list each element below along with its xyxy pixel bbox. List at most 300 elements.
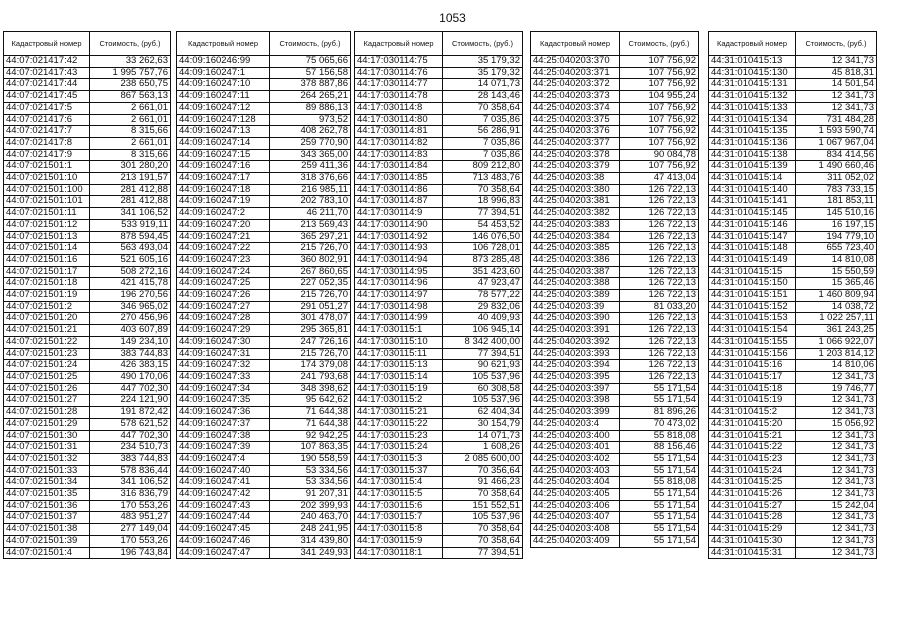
table-row — [177, 524, 351, 536]
table-row — [355, 231, 523, 243]
table-row — [531, 301, 699, 313]
cost-cell: 202 783,10 — [270, 196, 351, 208]
cost-cell: 403 607,89 — [90, 325, 171, 337]
cadastral-number-cell: 44:17:030114:94 — [355, 254, 443, 266]
cadastral-number-cell: 44:31:010415:154 — [709, 325, 796, 337]
table-row — [177, 91, 351, 103]
cadastral-number-cell: 44:07:021501:11 — [4, 208, 90, 220]
table-row — [709, 79, 877, 91]
table-row — [531, 102, 699, 114]
table-row — [355, 489, 523, 501]
cost-cell: 107 756,92 — [620, 79, 699, 91]
cadastral-number-cell: 44:31:010415:138 — [709, 149, 796, 161]
table-row — [4, 500, 171, 512]
cost-cell: 55 171,54 — [620, 512, 699, 524]
cadastral-number-cell: 44:25:040203:405 — [531, 489, 620, 501]
table-row — [709, 418, 877, 430]
cadastral-number-cell: 44:09:160247:30 — [177, 336, 270, 348]
table-row — [355, 219, 523, 231]
cost-cell: 170 553,26 — [90, 535, 171, 547]
table-row — [355, 278, 523, 290]
table-row — [355, 371, 523, 383]
cadastral-number-cell: 44:17:030114:84 — [355, 161, 443, 173]
cost-cell: 12 341,73 — [796, 524, 877, 536]
table-row — [531, 114, 699, 126]
cadastral-number-cell: 44:25:040203:382 — [531, 208, 620, 220]
cadastral-number-cell: 44:17:030115:37 — [355, 465, 443, 477]
cadastral-number-cell: 44:17:030115:7 — [355, 512, 443, 524]
table-row — [4, 395, 171, 407]
table-row — [709, 91, 877, 103]
cadastral-number-cell: 44:17:030114:8 — [355, 102, 443, 114]
table-row — [531, 173, 699, 185]
cost-cell: 234 510,73 — [90, 442, 171, 454]
cadastral-number-cell: 44:07:021501:24 — [4, 360, 90, 372]
cost-cell: 70 358,64 — [443, 524, 523, 536]
cost-cell: 341 249,93 — [270, 547, 351, 559]
cost-cell: 16 197,15 — [796, 219, 877, 231]
cost-cell: 346 965,02 — [90, 301, 171, 313]
table-row — [177, 266, 351, 278]
cost-cell: 196 270,56 — [90, 290, 171, 302]
table-row — [531, 430, 699, 442]
table-row — [177, 196, 351, 208]
cadastral-number-cell: 44:25:040203:398 — [531, 395, 620, 407]
cost-cell: 291 051,27 — [270, 301, 351, 313]
table-row — [177, 313, 351, 325]
cost-cell: 14 501,54 — [796, 79, 877, 91]
table-row — [709, 266, 877, 278]
cost-cell: 55 818,08 — [620, 477, 699, 489]
cadastral-number-cell: 44:17:030114:83 — [355, 149, 443, 161]
cost-cell: 783 733,15 — [796, 184, 877, 196]
table-row — [355, 208, 523, 220]
table-row — [355, 102, 523, 114]
cost-cell: 191 872,42 — [90, 407, 171, 419]
table-row — [709, 161, 877, 173]
cadastral-number-cell: 44:25:040203:381 — [531, 196, 620, 208]
cadastral-number-cell: 44:31:010415:150 — [709, 278, 796, 290]
table-row — [531, 79, 699, 91]
cadastral-number-cell: 44:09:160247:26 — [177, 290, 270, 302]
cadastral-number-cell: 44:09:160247:2 — [177, 208, 270, 220]
cost-cell: 1 608,26 — [443, 442, 523, 454]
cost-cell: 12 341,73 — [796, 535, 877, 547]
cadastral-number-cell: 44:09:160247:16 — [177, 161, 270, 173]
cadastral-number-cell: 44:09:160247:18 — [177, 184, 270, 196]
cadastral-number-cell: 44:17:030115:24 — [355, 442, 443, 454]
cost-cell: 316 836,79 — [90, 489, 171, 501]
table-row — [709, 243, 877, 255]
table-row — [709, 102, 877, 114]
cost-cell: 12 341,73 — [796, 395, 877, 407]
table-row — [4, 290, 171, 302]
cadastre-table-4 — [530, 31, 699, 548]
cadastral-number-cell: 44:07:021501:36 — [4, 500, 90, 512]
cadastral-number-cell: 44:17:030115:22 — [355, 418, 443, 430]
cost-cell: 40 409,93 — [443, 313, 523, 325]
table-row — [531, 91, 699, 103]
cadastral-number-cell: 44:07:021501:4 — [4, 547, 90, 559]
cost-cell: 341 106,52 — [90, 477, 171, 489]
table-row — [709, 524, 877, 536]
cost-cell: 71 644,38 — [270, 407, 351, 419]
cost-cell: 70 473,02 — [620, 418, 699, 430]
cost-cell: 55 171,54 — [620, 500, 699, 512]
cadastral-number-cell: 44:17:030114:75 — [355, 56, 443, 68]
cadastral-number-cell: 44:07:021501:21 — [4, 325, 90, 337]
table-row — [355, 79, 523, 91]
table-row — [177, 418, 351, 430]
cost-cell: 45 818,31 — [796, 67, 877, 79]
cost-cell: 107 756,92 — [620, 102, 699, 114]
cadastral-number-cell: 44:17:030114:86 — [355, 184, 443, 196]
cost-cell: 55 171,54 — [620, 535, 699, 547]
cost-cell: 447 702,30 — [90, 383, 171, 395]
cost-cell: 71 644,38 — [270, 418, 351, 430]
cost-cell: 90 084,78 — [620, 149, 699, 161]
cost-cell: 54 453,52 — [443, 219, 523, 231]
cost-cell: 106 728,01 — [443, 243, 523, 255]
cadastral-number-cell: 44:07:021501:35 — [4, 489, 90, 501]
cost-cell: 47 923,47 — [443, 278, 523, 290]
cost-cell: 1 067 967,04 — [796, 137, 877, 149]
cadastral-number-cell: 44:07:021417:44 — [4, 79, 90, 91]
cadastral-number-cell: 44:09:160247:35 — [177, 395, 270, 407]
table-row — [177, 477, 351, 489]
table-row — [4, 489, 171, 501]
cadastral-number-cell: 44:25:040203:409 — [531, 535, 620, 547]
table-row — [531, 371, 699, 383]
cost-cell: 713 483,76 — [443, 173, 523, 185]
cadastral-number-cell: 44:07:021417:45 — [4, 91, 90, 103]
cost-cell: 215 726,70 — [270, 290, 351, 302]
cadastral-number-cell: 44:31:010415:156 — [709, 348, 796, 360]
cost-cell: 867 563,13 — [90, 91, 171, 103]
cost-cell: 126 722,13 — [620, 336, 699, 348]
cadastral-number-cell: 44:31:010415:2 — [709, 407, 796, 419]
cadastral-number-cell: 44:17:030114:78 — [355, 91, 443, 103]
table-row — [355, 547, 523, 559]
table-row — [177, 173, 351, 185]
cadastral-number-cell: 44:17:030114:99 — [355, 313, 443, 325]
cost-cell: 55 171,54 — [620, 465, 699, 477]
cadastral-number-cell: 44:31:010415:139 — [709, 161, 796, 173]
cost-cell: 8 315,66 — [90, 126, 171, 138]
cadastral-number-cell: 44:07:021501:30 — [4, 430, 90, 442]
cost-cell: 55 171,54 — [620, 524, 699, 536]
cost-cell: 1 593 590,74 — [796, 126, 877, 138]
cost-cell: 55 171,54 — [620, 453, 699, 465]
table-row — [355, 535, 523, 547]
cost-cell: 578 621,52 — [90, 418, 171, 430]
table-row — [177, 79, 351, 91]
cadastral-number-cell: 44:31:010415:152 — [709, 301, 796, 313]
cadastral-number-cell: 44:25:040203:395 — [531, 371, 620, 383]
cost-cell: 341 106,52 — [90, 208, 171, 220]
cost-cell: 56 286,91 — [443, 126, 523, 138]
header-cadastral-number: Кадастровый номер — [177, 32, 270, 56]
table-row — [531, 231, 699, 243]
cadastral-number-cell: 44:07:021501:29 — [4, 418, 90, 430]
table-row — [709, 383, 877, 395]
cost-cell: 241 793,68 — [270, 371, 351, 383]
table-row — [355, 348, 523, 360]
cost-cell: 8 342 400,00 — [443, 336, 523, 348]
cadastral-number-cell: 44:31:010415:141 — [709, 196, 796, 208]
cadastral-number-cell: 44:25:040203:404 — [531, 477, 620, 489]
table-row — [177, 102, 351, 114]
table-row — [4, 56, 171, 68]
cost-cell: 90 621,93 — [443, 360, 523, 372]
cadastral-number-cell: 44:09:160247:17 — [177, 173, 270, 185]
cost-cell: 107 756,92 — [620, 114, 699, 126]
cadastral-number-cell: 44:31:010415:145 — [709, 208, 796, 220]
cadastral-number-cell: 44:25:040203:372 — [531, 79, 620, 91]
table-row — [709, 430, 877, 442]
cost-cell: 57 156,58 — [270, 67, 351, 79]
table-row — [709, 489, 877, 501]
cadastral-number-cell: 44:09:160247:23 — [177, 254, 270, 266]
cost-cell: 1 490 660,46 — [796, 161, 877, 173]
cadastral-number-cell: 44:07:021417:43 — [4, 67, 90, 79]
cadastral-number-cell: 44:17:030115:5 — [355, 489, 443, 501]
table-row — [355, 290, 523, 302]
cost-cell: 383 744,83 — [90, 453, 171, 465]
cost-cell: 873 285,48 — [443, 254, 523, 266]
cadastral-number-cell: 44:07:021501:37 — [4, 512, 90, 524]
table-row — [709, 313, 877, 325]
cadastral-number-cell: 44:09:160247:14 — [177, 137, 270, 149]
cost-cell: 91 466,23 — [443, 477, 523, 489]
table-row — [4, 91, 171, 103]
cadastral-number-cell: 44:25:040203:397 — [531, 383, 620, 395]
table-row — [709, 336, 877, 348]
cadastral-number-cell: 44:25:040203:388 — [531, 278, 620, 290]
table-row — [355, 395, 523, 407]
cadastral-number-cell: 44:17:030114:80 — [355, 114, 443, 126]
table-row — [4, 254, 171, 266]
cost-cell: 107 756,92 — [620, 67, 699, 79]
cost-cell: 2 085 600,00 — [443, 453, 523, 465]
cost-cell: 202 399,93 — [270, 500, 351, 512]
cost-cell: 19 746,77 — [796, 383, 877, 395]
cadastral-number-cell: 44:07:021417:7 — [4, 126, 90, 138]
cadastre-table-5 — [708, 31, 877, 559]
cost-cell: 181 853,11 — [796, 196, 877, 208]
cadastral-number-cell: 44:25:040203:391 — [531, 325, 620, 337]
cadastral-number-cell: 44:25:040203:402 — [531, 453, 620, 465]
cadastral-number-cell: 44:17:030115:4 — [355, 477, 443, 489]
cadastral-number-cell: 44:07:021501:14 — [4, 243, 90, 255]
cadastral-number-cell: 44:31:010415:147 — [709, 231, 796, 243]
table-row — [355, 67, 523, 79]
header-cost: Стоимость, (руб.) — [796, 32, 877, 56]
cadastral-number-cell: 44:31:010415:16 — [709, 360, 796, 372]
cadastral-number-cell: 44:17:030114:95 — [355, 266, 443, 278]
cadastral-number-cell: 44:17:030114:76 — [355, 67, 443, 79]
cost-cell: 421 415,78 — [90, 278, 171, 290]
cadastral-number-cell: 44:07:021501:101 — [4, 196, 90, 208]
table-row — [709, 67, 877, 79]
cadastral-number-cell: 44:09:160247:20 — [177, 219, 270, 231]
cost-cell: 81 033,20 — [620, 301, 699, 313]
table-row — [177, 512, 351, 524]
table-row — [177, 208, 351, 220]
cost-cell: 281 412,88 — [90, 184, 171, 196]
table-header-row — [177, 32, 351, 56]
cost-cell: 35 179,32 — [443, 56, 523, 68]
cost-cell: 348 398,62 — [270, 383, 351, 395]
cadastral-number-cell: 44:17:030115:8 — [355, 524, 443, 536]
cost-cell: 378 887,86 — [270, 79, 351, 91]
cadastral-number-cell: 44:17:030114:85 — [355, 173, 443, 185]
cost-cell: 351 423,60 — [443, 266, 523, 278]
table-row — [709, 184, 877, 196]
table-row — [709, 547, 877, 559]
cost-cell: 15 056,92 — [796, 418, 877, 430]
cadastral-number-cell: 44:09:160247:37 — [177, 418, 270, 430]
cadastral-number-cell: 44:25:040203:373 — [531, 91, 620, 103]
cadastral-number-cell: 44:07:021501:13 — [4, 231, 90, 243]
cost-cell: 8 315,66 — [90, 149, 171, 161]
cadastral-number-cell: 44:31:010415:20 — [709, 418, 796, 430]
table-row — [355, 266, 523, 278]
table-row — [709, 254, 877, 266]
table-row — [177, 453, 351, 465]
cadastral-number-cell: 44:07:021501:33 — [4, 465, 90, 477]
cost-cell: 215 726,70 — [270, 348, 351, 360]
cost-cell: 259 770,90 — [270, 137, 351, 149]
table-row — [4, 547, 171, 559]
cost-cell: 655 723,40 — [796, 243, 877, 255]
cost-cell: 28 143,46 — [443, 91, 523, 103]
page-number: 1053 — [439, 11, 466, 25]
cost-cell: 70 358,64 — [443, 535, 523, 547]
cost-cell: 215 726,70 — [270, 243, 351, 255]
cadastral-number-cell: 44:09:160247:43 — [177, 500, 270, 512]
cadastral-number-cell: 44:07:021501:20 — [4, 313, 90, 325]
cost-cell: 78 577,22 — [443, 290, 523, 302]
table-row — [4, 442, 171, 454]
table-row — [4, 360, 171, 372]
table-row — [531, 254, 699, 266]
cost-cell: 483 951,27 — [90, 512, 171, 524]
cadastral-number-cell: 44:31:010415:30 — [709, 535, 796, 547]
cadastral-number-cell: 44:17:030115:9 — [355, 535, 443, 547]
cadastre-table-1 — [3, 31, 171, 559]
cadastral-number-cell: 44:25:040203:393 — [531, 348, 620, 360]
table-row — [4, 301, 171, 313]
cadastral-number-cell: 44:17:030114:93 — [355, 243, 443, 255]
cost-cell: 12 341,73 — [796, 453, 877, 465]
cadastral-number-cell: 44:31:010415:26 — [709, 489, 796, 501]
cadastral-number-cell: 44:17:030115:6 — [355, 500, 443, 512]
cost-cell: 91 207,31 — [270, 489, 351, 501]
cost-cell: 563 493,04 — [90, 243, 171, 255]
cost-cell: 12 341,73 — [796, 489, 877, 501]
table-row — [531, 219, 699, 231]
table-row — [4, 161, 171, 173]
cadastral-number-cell: 44:31:010415:131 — [709, 79, 796, 91]
table-row — [177, 243, 351, 255]
table-row — [531, 489, 699, 501]
cadastral-number-cell: 44:25:040203:370 — [531, 56, 620, 68]
table-row — [355, 173, 523, 185]
table-row — [4, 325, 171, 337]
cost-cell: 33 262,63 — [90, 56, 171, 68]
cost-cell: 301 478,07 — [270, 313, 351, 325]
cadastral-number-cell: 44:25:040203:386 — [531, 254, 620, 266]
cost-cell: 281 412,88 — [90, 196, 171, 208]
cost-cell: 145 510,16 — [796, 208, 877, 220]
table-row — [355, 453, 523, 465]
cadastral-number-cell: 44:17:030114:98 — [355, 301, 443, 313]
table-row — [177, 137, 351, 149]
cost-cell: 809 212,80 — [443, 161, 523, 173]
cost-cell: 70 358,64 — [443, 102, 523, 114]
table-row — [177, 254, 351, 266]
cost-cell: 174 379,08 — [270, 360, 351, 372]
table-row — [177, 161, 351, 173]
cost-cell: 216 985,11 — [270, 184, 351, 196]
cadastral-number-cell: 44:17:030115:3 — [355, 453, 443, 465]
cost-cell: 343 365,00 — [270, 149, 351, 161]
cadastral-number-cell: 44:17:030114:97 — [355, 290, 443, 302]
table-row — [531, 418, 699, 430]
table-row — [177, 149, 351, 161]
cadastral-number-cell: 44:31:010415:133 — [709, 102, 796, 114]
table-row — [177, 126, 351, 138]
cadastral-number-cell: 44:25:040203:377 — [531, 137, 620, 149]
cadastral-number-cell: 44:07:021501:28 — [4, 407, 90, 419]
cost-cell: 88 156,46 — [620, 442, 699, 454]
cadastral-number-cell: 44:09:160247:10 — [177, 79, 270, 91]
cost-cell: 14 810,08 — [796, 254, 877, 266]
cost-cell: 107 756,92 — [620, 137, 699, 149]
table-row — [531, 208, 699, 220]
cost-cell: 1 203 814,12 — [796, 348, 877, 360]
cost-cell: 12 341,73 — [796, 430, 877, 442]
table-row — [4, 126, 171, 138]
cost-cell: 190 558,59 — [270, 453, 351, 465]
cadastral-number-cell: 44:25:040203:394 — [531, 360, 620, 372]
cadastral-number-cell: 44:09:160247:34 — [177, 383, 270, 395]
cost-cell: 126 722,13 — [620, 290, 699, 302]
cadastral-number-cell: 44:09:160247:41 — [177, 477, 270, 489]
table-row — [709, 196, 877, 208]
cadastre-table-2 — [176, 31, 351, 559]
cost-cell: 126 722,13 — [620, 243, 699, 255]
table-row — [355, 325, 523, 337]
table-row — [709, 360, 877, 372]
cost-cell: 15 550,59 — [796, 266, 877, 278]
table-row — [4, 348, 171, 360]
cadastral-number-cell: 44:17:030118:1 — [355, 547, 443, 559]
cadastral-number-cell: 44:31:010415:146 — [709, 219, 796, 231]
table-row — [177, 360, 351, 372]
cost-cell: 75 065,66 — [270, 56, 351, 68]
cadastral-number-cell: 44:09:160247:12 — [177, 102, 270, 114]
cadastral-number-cell: 44:31:010415:19 — [709, 395, 796, 407]
cadastral-number-cell: 44:09:160247:36 — [177, 407, 270, 419]
cost-cell: 238 650,75 — [90, 79, 171, 91]
cost-cell: 7 035,86 — [443, 149, 523, 161]
cadastral-number-cell: 44:07:021501:22 — [4, 336, 90, 348]
cadastral-number-cell: 44:31:010415:21 — [709, 430, 796, 442]
cost-cell: 89 886,13 — [270, 102, 351, 114]
cost-cell: 12 341,73 — [796, 371, 877, 383]
